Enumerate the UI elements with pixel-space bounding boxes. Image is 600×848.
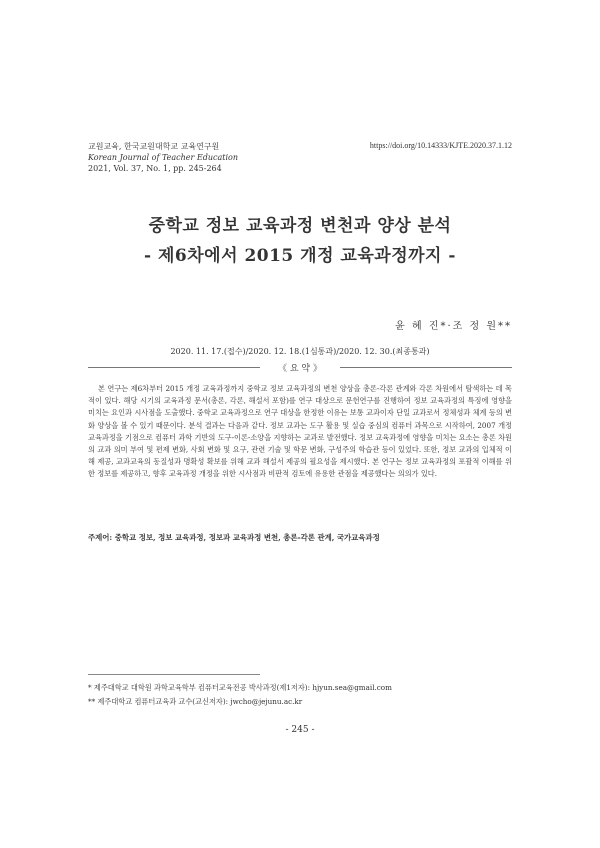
- page-number: - 245 -: [285, 725, 315, 735]
- publisher-line: 교원교육, 한국교원대학교 교육연구원: [88, 142, 220, 151]
- paper-subtitle: - 제6차에서 2015 개정 교육과정까지 -: [144, 246, 456, 266]
- abstract-body: 본 연구는 제6차부터 2015 개정 교육과정까지 중학교 정보 교육과정의 변천 양상을 총론-각론 관계와 각론 차원에서 탐색하는 데 목적이 있다. 해당 시기의 교육과정 문서(총론, 각론, 해설서 포함)를 연구 대상으로 문헌연구를 진행하여 정보 교육과정의 특징에 영향을 미치는 요인과 시사점을 도출했다. 중학교 교육과정으로 연구 대상을 한정한 이유는 보통 교과이자 단일 교과로서 정체성과 체계 등의 변화 양상을 볼 수 있기 때문이다. 분석 결과는 다음과 같다. 정보 교과는 도구 활용 및 실습 중심의 컴퓨터 과목으로 시작하여, 2007 개정 교육과정을 기점으로 컴퓨터 과학 기반의 도구-이론-소양을 지향하는 교과로 발전했다. 정보 교육과정에 영향을 미치는 요소는 총론 차원의 교과 의미 부여 및 편제 변화, 사회 변화 및 요구, 관련 기술 및 학문 변화, 구성주의 학습관 등이 있었다. 또한, 정보 교과의 입체적 이해 제공, 교과교육의 동질성과 명확성 확보를 위해 교과 해설서 제공의 필요성을 제시했다. 본 연구는 정보 교육과정의 포괄적 이해를 위한 정보를 제공하고, 향후 교육과정 개정을 위한 시사점과 비판적 검토에 유용한 관점을 제공했다는 의의가 있다.: [88, 384, 512, 479]
- footnote-first-author: * 제주대학교 대학원 과학교육학부 컴퓨터교육전공 박사과정(제1저자): hjyun.sea@gmail.com: [88, 683, 392, 692]
- footnote-corresponding-author: ** 제주대학교 컴퓨터교육과 교수(교신저자): jwcho@jejunu.ac.kr: [88, 697, 303, 706]
- abstract-heading-label: 《 요 약 》: [278, 364, 322, 374]
- footnote-divider: [88, 674, 260, 675]
- keywords-label: 주제어:: [88, 533, 113, 542]
- paper-title: 중학교 정보 교육과정 변천과 양상 분석: [148, 216, 452, 236]
- authors: 윤 혜 진*·조 정 원**: [395, 321, 512, 332]
- journal-name-en: Korean Journal of Teacher Education: [88, 153, 239, 162]
- submission-dates: 2020. 11. 17.(접수)/2020. 12. 18.(1심통과)/2020. 12. 30.(최종통과): [170, 347, 430, 356]
- doi-link[interactable]: https://doi.org/10.14333/KJTE.2020.37.1.12: [369, 141, 512, 150]
- abstract-rule-right: [340, 367, 512, 368]
- keywords: [88, 532, 512, 543]
- journal-header: [88, 141, 338, 174]
- abstract-heading: [88, 360, 512, 374]
- keywords-text: 중학교 정보, 정보 교육과정, 정보과 교육과정 변천, 총론-각론 관계, 국가교육과정: [114, 533, 380, 542]
- citation-line: 2021, Vol. 37, No. 1, pp. 245-264: [88, 164, 222, 173]
